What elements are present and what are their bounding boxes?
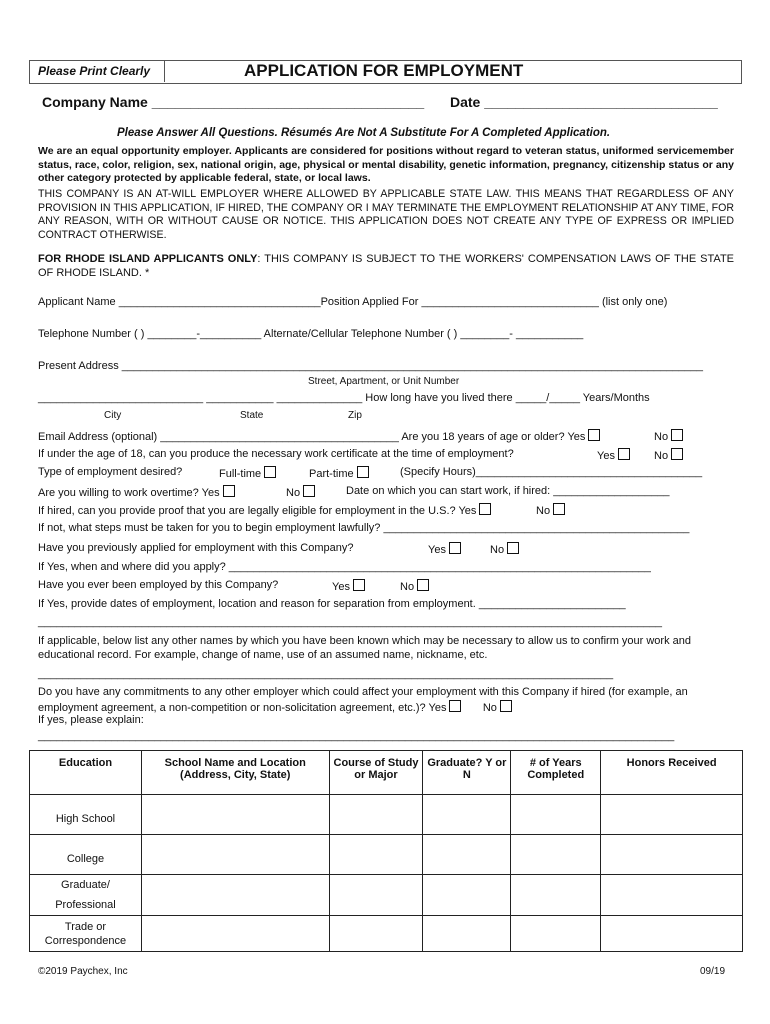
previous-applied-yes: Yes — [428, 542, 461, 556]
table-cell[interactable] — [423, 795, 511, 835]
table-cell[interactable] — [141, 916, 329, 952]
company-name-field[interactable]: ___________________________________ — [151, 94, 425, 110]
overtime-yes: Are you willing to work overtime? Yes — [38, 485, 235, 499]
eligibility-yes: If hired, can you provide proof that you are legally eligible for employment in the U.S.? Yes — [38, 503, 491, 517]
certificate-yes: Yes — [597, 448, 630, 462]
state-caption: State — [240, 410, 264, 421]
zip-caption: Zip — [348, 410, 362, 421]
email-field[interactable]: Email Address (optional) _______________________________________ Are you 18 years of age or older? Yes — [38, 431, 586, 443]
table-cell[interactable] — [423, 835, 511, 875]
at-will-statement: THIS COMPANY IS AN AT-WILL EMPLOYER WHERE ALLOWED BY APPLICABLE STATE LAW. THIS MEANS THAT REGARDLESS OF ANY PROVISION IN THIS APPLICATION, IF HIRED, THE COMPANY OR I MAY TERMINATE THE EMPLOYMENT RELATIONSHIP AT ANY TIME, FOR ANY REASON, WITH OR WITHOUT CAUSE OR NOTICE. THIS APPLICATION DOES NOT CREATE ANY TYPE OF EXPRESS OR IMPLIED CONTRACT OTHERWISE. — [38, 188, 734, 241]
lawful-steps-field[interactable]: If not, what steps must be taken for you to begin employment lawfully? __________________________________________________ — [38, 522, 690, 534]
row-label: College — [30, 835, 142, 875]
certificate-no: No — [654, 448, 683, 462]
table-cell[interactable] — [511, 875, 601, 916]
education-header: Education — [30, 751, 142, 795]
city-caption: City — [104, 410, 122, 421]
age18-no-checkbox[interactable] — [671, 429, 683, 441]
when-where-field[interactable]: If Yes, when and where did you apply? _____________________________________________________________________ — [38, 561, 651, 573]
eligibility-no-checkbox[interactable] — [553, 503, 565, 515]
start-date-field[interactable]: Date on which you can start work, if hired: ___________________ — [346, 485, 670, 497]
specify-hours-field[interactable]: (Specify Hours)_____________________________________ — [400, 466, 703, 478]
commitments-no-checkbox[interactable] — [500, 700, 512, 712]
table-cell[interactable] — [423, 875, 511, 916]
applicant-name-field[interactable]: Applicant Name _________________________________Position Applied For _____________________________ (list only one) — [38, 296, 668, 308]
previous-employed-no: No — [400, 579, 429, 593]
table-cell[interactable] — [329, 875, 423, 916]
overtime-no-checkbox[interactable] — [303, 485, 315, 497]
table-cell[interactable] — [601, 795, 743, 835]
age18-no: No — [654, 429, 683, 443]
eligibility-yes-checkbox[interactable] — [479, 503, 491, 515]
present-address-field[interactable]: Present Address _______________________________________________________________________________________________ — [38, 360, 703, 372]
full-time-checkbox[interactable] — [264, 466, 276, 478]
employment-type-label: Type of employment desired? — [38, 466, 183, 478]
table-row — [30, 916, 743, 952]
previous-employed-yes-checkbox[interactable] — [353, 579, 365, 591]
previous-applied-no-checkbox[interactable] — [507, 542, 519, 554]
previous-applied-yes-checkbox[interactable] — [449, 542, 461, 554]
table-cell[interactable] — [141, 835, 329, 875]
table-cell[interactable] — [601, 835, 743, 875]
date-label: Date ______________________________ — [450, 94, 718, 110]
previous-applied-question: Have you previously applied for employment with this Company? — [38, 542, 354, 554]
please-print-label: Please Print Clearly — [38, 64, 151, 78]
row-label: High School — [30, 795, 142, 835]
work-certificate-question: If under the age of 18, can you produce the necessary work certificate at the time of employment? — [38, 448, 514, 460]
table-cell[interactable] — [511, 835, 601, 875]
city-state-zip-field[interactable]: ___________________________ ___________ ______________ How long have you lived there _____/_____ Years/Months — [38, 392, 650, 404]
company-name-label: Company Name ___________________________________ — [42, 94, 425, 110]
commitments-yes-checkbox[interactable] — [449, 700, 461, 712]
row-label: Trade or Correspondence — [30, 916, 142, 952]
other-names-instructions: If applicable, below list any other names by which you have been known which may be necessary to allow us to confirm your work and educational record. For example, change of name, use of an assumed name, nickname, etc. — [38, 635, 692, 661]
email-row — [38, 429, 600, 443]
blank-line[interactable]: ______________________________________________________________________________________________________ — [38, 616, 663, 628]
row-label: Graduate/ Professional — [30, 875, 142, 916]
previous-employed-yes: Yes — [332, 579, 365, 593]
table-cell[interactable] — [511, 916, 601, 952]
street-caption: Street, Apartment, or Unit Number — [308, 376, 460, 387]
honors-header: Honors Received — [601, 751, 743, 795]
explain-label: If yes, please explain: — [38, 714, 144, 726]
table-cell[interactable] — [141, 875, 329, 916]
table-cell[interactable] — [423, 916, 511, 952]
education-table — [29, 750, 743, 952]
previous-applied-no: No — [490, 542, 519, 556]
overtime-yes-checkbox[interactable] — [223, 485, 235, 497]
commitments-question: Do you have any commitments to any other employer which could affect your employment with this Company if hired (for example, an employment agreement, a non-competition or non-solicitation agreement, etc.)? Yes No — [38, 686, 688, 714]
eeo-statement: We are an equal opportunity employer. Applicants are considered for positions without regard to veteran status, uniformed servicemember status, race, color, religion, sex, national origin, age, physical or mental disability, genetic information, pregnancy, citizenship status or any other category protected by applicable federal, state, or local laws. — [38, 145, 734, 184]
rhode-island-notice: FOR RHODE ISLAND APPLICANTS ONLY: THIS COMPANY IS SUBJECT TO THE WORKERS' COMPENSATION LAWS OF THE STATE OF RHODE ISLAND. * — [38, 253, 734, 279]
table-cell[interactable] — [141, 795, 329, 835]
full-time: Full-time — [219, 466, 276, 480]
explain-field[interactable]: ________________________________________________________________________________________________________ — [38, 730, 675, 742]
form-title: APPLICATION FOR EMPLOYMENT — [244, 61, 524, 80]
certificate-no-checkbox[interactable] — [671, 448, 683, 460]
part-time: Part-time — [309, 466, 369, 480]
previous-employed-no-checkbox[interactable] — [417, 579, 429, 591]
employment-dates-field[interactable]: If Yes, provide dates of employment, location and reason for separation from employment. ________________________ — [38, 598, 626, 610]
years-header: # of Years Completed — [511, 751, 601, 795]
table-cell[interactable] — [601, 916, 743, 952]
course-header: Course of Study or Major — [329, 751, 423, 795]
table-cell[interactable] — [511, 795, 601, 835]
graduate-header: Graduate? Y or N — [423, 751, 511, 795]
copyright: ©2019 Paychex, Inc — [38, 966, 128, 977]
table-row — [30, 875, 743, 916]
previous-employed-question: Have you ever been employed by this Company? — [38, 579, 279, 591]
other-names-field[interactable]: ______________________________________________________________________________________________ — [38, 668, 614, 680]
part-time-checkbox[interactable] — [357, 466, 369, 478]
form-version: 09/19 — [700, 966, 726, 977]
age18-yes-checkbox[interactable] — [588, 429, 600, 441]
overtime-no: No — [286, 485, 315, 499]
table-row — [30, 835, 743, 875]
eligibility-no: No — [536, 503, 565, 517]
date-field[interactable]: ______________________________ — [484, 94, 718, 110]
education-header-row — [30, 751, 743, 795]
table-cell[interactable] — [329, 795, 423, 835]
certificate-yes-checkbox[interactable] — [618, 448, 630, 460]
subtitle: Please Answer All Questions. Résumés Are Not A Substitute For A Completed Application. — [117, 127, 611, 139]
table-cell[interactable] — [329, 916, 423, 952]
table-cell[interactable] — [601, 875, 743, 916]
school-name-header: School Name and Location (Address, City, State) — [141, 751, 329, 795]
telephone-field[interactable]: Telephone Number ( ) ________-__________ Alternate/Cellular Telephone Number ( ) ________- ___________ — [38, 328, 584, 340]
table-cell[interactable] — [329, 835, 423, 875]
table-row — [30, 795, 743, 835]
